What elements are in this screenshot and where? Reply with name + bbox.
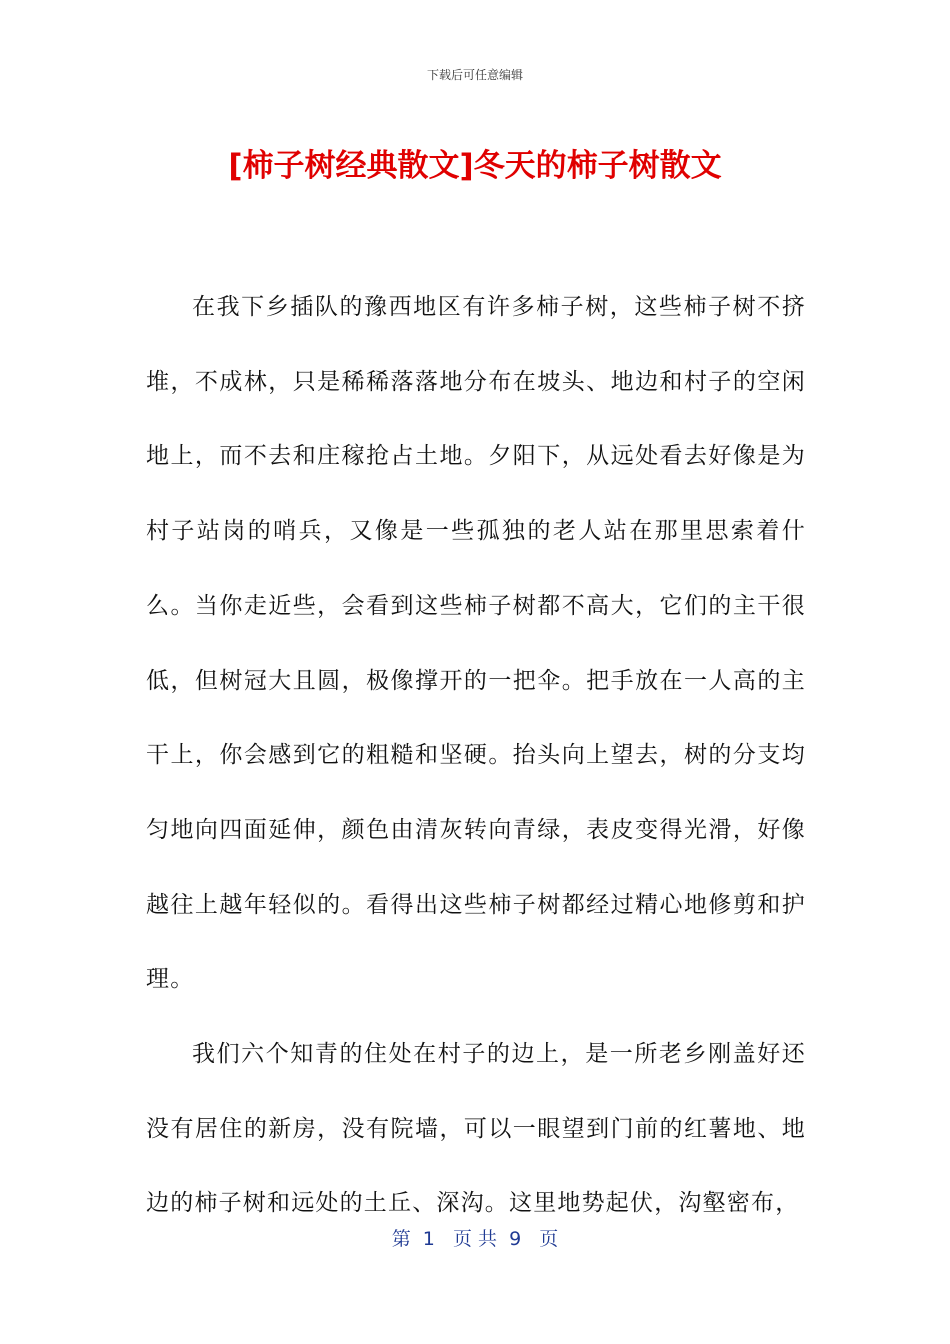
paragraph-1: 在我下乡插队的豫西地区有许多柿子树，这些柿子树不挤堆，不成林，只是稀稀落落地分布在坡头、地边和村子的空闲地上，而不去和庄稼抢占土地。夕阳下，从远处看去好像是为村子站岗的哨兵，又像是一些孤独的老人站在那里思索着什么。当你走近些，会看到这些柿子树都不高大，它们的主干很低，但树冠大且圆，极像撑开的一把伞。把手放在一人高的主干上，你会感到它的粗糙和坚硬。抬头向上望去，树的分支均匀地向四面延伸，颜色由清灰转向青绿，表皮变得光滑，好像越往上越年轻似的。看得出这些柿子树都经过精心地修剪和护理。 xyxy=(146,294,806,993)
paragraph-2: 我们六个知青的住处在村子的边上，是一所老乡刚盖好还没有居住的新房，没有院墙，可以一眼望到门前的红薯地、地边的柿子树和远处的土丘、深沟。这里地势起伏，沟壑密布， xyxy=(146,1041,806,1217)
page-number-footer: 第 1 页 共 9 页 xyxy=(391,1228,559,1250)
document-title: [柿子树经典散文]冬天的柿子树散文 xyxy=(228,148,722,184)
header-note: 下载后可任意编辑 xyxy=(426,68,523,82)
document-body xyxy=(146,270,806,1241)
